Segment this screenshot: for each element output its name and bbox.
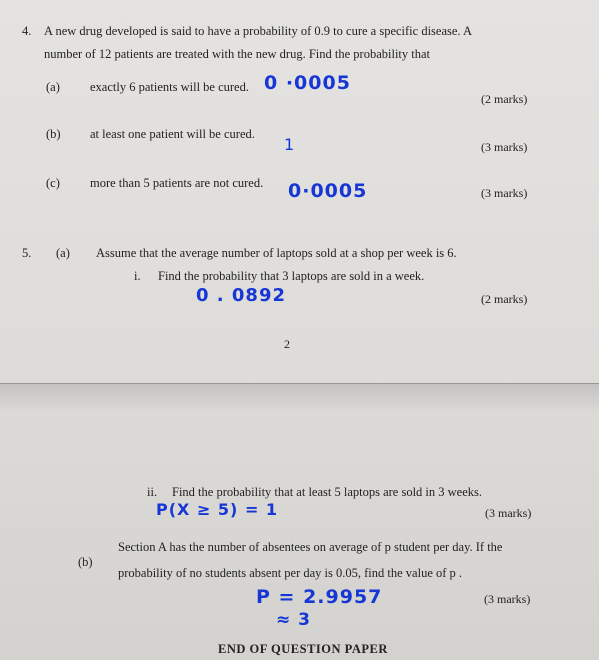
end-of-paper-footer: END OF QUESTION PAPER [218, 642, 388, 656]
page-number: 2 [284, 337, 290, 351]
page-fold-line [0, 383, 599, 384]
q5a-i-handwritten-answer: 0 . 0892 [196, 285, 286, 306]
q4b-text: at least one patient will be cured. [90, 127, 255, 141]
q4c-text: more than 5 patients are not cured. [90, 176, 264, 190]
q4b-handwritten-answer: 1 [284, 135, 296, 154]
q5b-line2: probability of no students absent per day is 0.05, find the value of p . [118, 566, 463, 580]
q5a-ii-handwritten-answer: P(X ≥ 5) = 1 [156, 500, 279, 519]
q5a-ii-text: Find the probability that at least 5 laptops are sold in 3 weeks. [172, 485, 483, 499]
page-fold-shadow [0, 383, 599, 413]
q5a-ii-marks: (3 marks) [485, 506, 532, 520]
q5b-handwritten-answer: P = 2.9957 [256, 586, 383, 608]
q4a-text: exactly 6 patients will be cured. [90, 80, 249, 94]
q5a-i-marks: (2 marks) [481, 292, 528, 306]
q4c-handwritten-answer: 0·0005 [288, 180, 368, 202]
q5b-line1: Section A has the number of absentees on average of p student per day. If the [118, 540, 503, 554]
q4b-label: (b) [46, 127, 61, 141]
q5a-label: (a) [56, 246, 70, 260]
q4a-handwritten-answer: 0 ·0005 [264, 72, 351, 94]
q5b-marks: (3 marks) [484, 592, 531, 606]
q4a-label: (a) [46, 80, 60, 94]
q4b-marks: (3 marks) [481, 140, 528, 154]
q5b-handwritten-approx: ≈ 3 [276, 610, 311, 630]
q5a-text: Assume that the average number of laptops sold at a shop per week is 6. [96, 246, 457, 260]
q5a-i-text: Find the probability that 3 laptops are sold in a week. [158, 269, 425, 283]
q5a-ii-label: ii. [147, 485, 158, 499]
q5b-label: (b) [78, 555, 93, 569]
q5-number: 5. [22, 246, 32, 260]
q4-stem-line1: A new drug developed is said to have a probability of 0.9 to cure a specific disease. A [44, 24, 473, 38]
q4c-marks: (3 marks) [481, 186, 528, 200]
q4a-marks: (2 marks) [481, 92, 528, 106]
q4-number: 4. [22, 24, 32, 38]
q4c-label: (c) [46, 176, 60, 190]
q4-stem-line2: number of 12 patients are treated with the new drug. Find the probability that [44, 47, 431, 61]
q5a-i-label: i. [134, 269, 141, 283]
